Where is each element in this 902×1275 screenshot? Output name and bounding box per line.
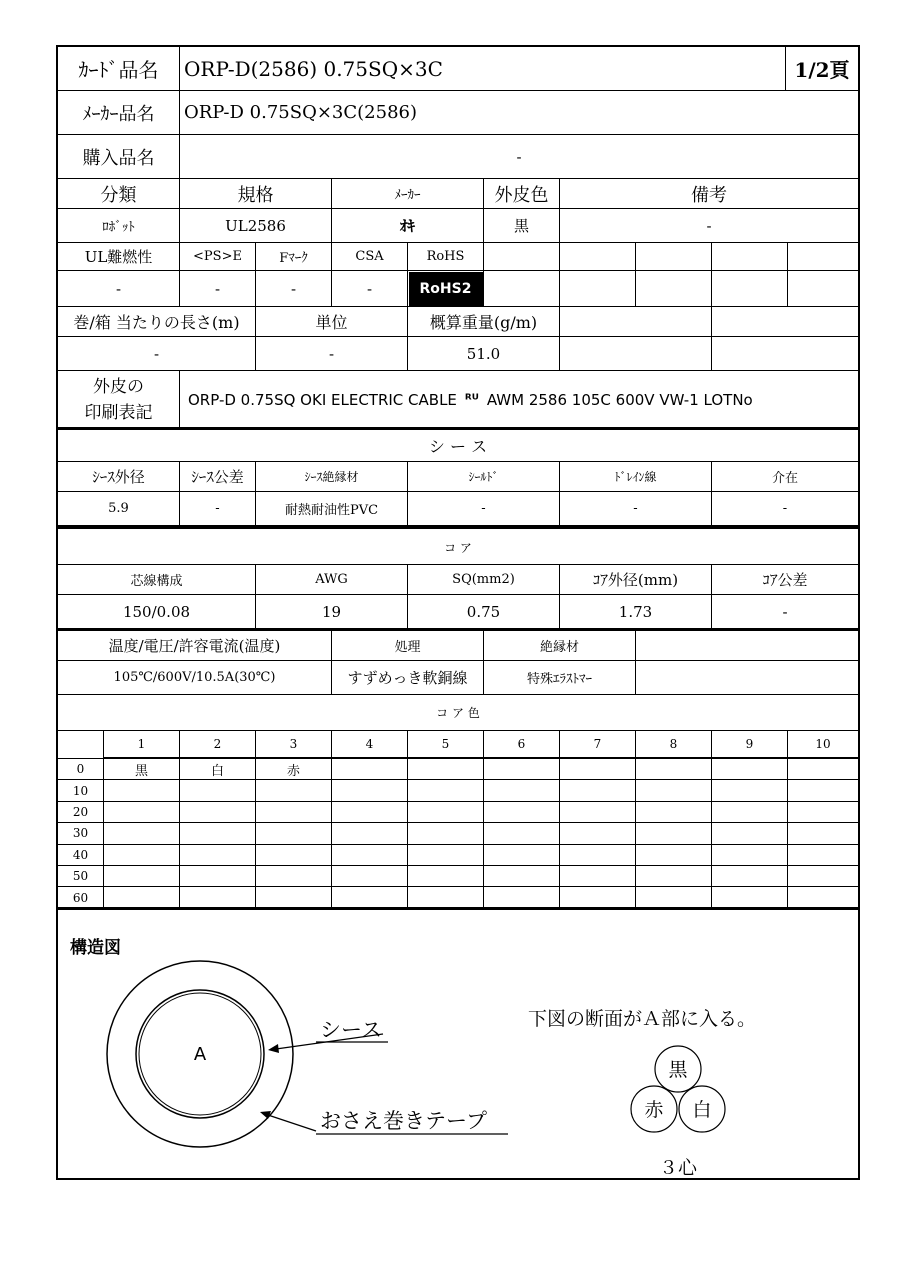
print-label-cell [58, 371, 180, 429]
color-cell [408, 802, 484, 823]
filler-header: 介在 [712, 462, 858, 492]
color-cell [636, 759, 712, 780]
shield-value: - [408, 492, 560, 526]
color-header: 外皮色 [484, 179, 560, 209]
core-tol-value: - [712, 595, 858, 629]
color-cell [636, 780, 712, 801]
maker-name-label: ﾒｰｶｰ品名 [58, 91, 180, 135]
color-row-label: 30 [58, 823, 104, 844]
pse-value: - [180, 271, 256, 307]
color-cell [484, 802, 560, 823]
sheath-od-value: 5.9 [58, 492, 180, 526]
core-count: ３心 [658, 1157, 698, 1179]
length-empty-value-1 [560, 337, 712, 371]
color-col-header: 9 [712, 731, 788, 759]
color-cell [180, 866, 256, 887]
core-od-header: ｺｱ外径(mm) [560, 565, 712, 595]
color-cell [788, 802, 858, 823]
color-row-label: 50 [58, 866, 104, 887]
print-text-after: AWM 2586 105C 600V VW-1 LOTNo [486, 390, 753, 409]
length-value: - [58, 337, 256, 371]
insulation-header: 絶縁材 [484, 631, 636, 661]
sheath-title: シ ー ス [58, 430, 858, 462]
remarks-value: - [560, 209, 858, 243]
drain-header: ﾄﾞﾚｲﾝ線 [560, 462, 712, 492]
unit-header: 単位 [256, 307, 408, 337]
core-label-white: 白 [692, 1099, 712, 1121]
center-label: A [193, 1044, 207, 1065]
print-text-before: ORP-D 0.75SQ OKI ELECTRIC CABLE [188, 390, 457, 409]
standard-header: 規格 [180, 179, 332, 209]
color-cell [712, 802, 788, 823]
color-cell [104, 866, 180, 887]
sheath-tol-header: ｼｰｽ公差 [180, 462, 256, 492]
section-note: 下図の断面がＡ部に入る。 [528, 1008, 757, 1030]
sheath-tol-value: - [180, 492, 256, 526]
cert-empty-value-2 [560, 271, 636, 307]
category-value: ﾛﾎﾞｯﾄ [58, 209, 180, 243]
color-col-header: 10 [788, 731, 858, 759]
color-cell [712, 823, 788, 844]
color-cell [636, 845, 712, 866]
color-cell [256, 887, 332, 908]
color-cell [484, 845, 560, 866]
maker-name-value: ORP-D 0.75SQ×3C(2586) [180, 91, 858, 135]
color-col-header: 5 [408, 731, 484, 759]
length-empty-header-2 [712, 307, 858, 337]
color-cell [788, 780, 858, 801]
rating-header: 温度/電圧/許容電流(温度) [58, 631, 332, 661]
cert-empty-header-5 [788, 243, 858, 271]
treatment-header: 処理 [332, 631, 484, 661]
treatment-value: すずめっき軟銅線 [332, 661, 484, 695]
sq-header: SQ(mm2) [408, 565, 560, 595]
tape-arrow [268, 1115, 316, 1131]
f-mark-header: Fﾏｰｸ [256, 243, 332, 271]
core-empty-value [636, 661, 858, 695]
purchase-name-label: 購入品名 [58, 135, 180, 179]
strand-header: 芯線構成 [58, 565, 256, 595]
card-name-label: ｶｰﾄﾞ品名 [58, 47, 180, 91]
color-row-label: 60 [58, 887, 104, 908]
length-header: 巻/箱 当たりの長さ(m) [58, 307, 256, 337]
ul-flame-value: - [58, 271, 180, 307]
color-cell [180, 845, 256, 866]
color-cell [332, 845, 408, 866]
cert-empty-value-5 [788, 271, 858, 307]
color-cell [256, 780, 332, 801]
maker-header: ﾒｰｶｰ [332, 179, 484, 209]
page-indicator: 1/2頁 [786, 47, 858, 91]
color-cell [180, 802, 256, 823]
color-cell [560, 802, 636, 823]
color-col-header: 1 [104, 731, 180, 759]
rohs-header: RoHS [408, 243, 484, 271]
color-grid-corner [58, 731, 104, 759]
color-cell [712, 780, 788, 801]
cert-empty-header-4 [712, 243, 788, 271]
color-cell [104, 887, 180, 908]
color-cell [332, 802, 408, 823]
color-cell [408, 823, 484, 844]
weight-header: 概算重量(g/m) [408, 307, 560, 337]
color-cell [256, 866, 332, 887]
color-cell [104, 780, 180, 801]
cert-empty-value-4 [712, 271, 788, 307]
color-cell [484, 780, 560, 801]
csa-value: - [332, 271, 408, 307]
color-cell [332, 887, 408, 908]
color-cell [788, 759, 858, 780]
print-label-line2: 印刷表記 [84, 402, 153, 423]
strand-value: 150/0.08 [58, 595, 256, 629]
color-col-header: 7 [560, 731, 636, 759]
color-col-header: 8 [636, 731, 712, 759]
color-cell [408, 845, 484, 866]
color-cell [560, 780, 636, 801]
color-row-label: 20 [58, 802, 104, 823]
color-cell: 赤 [256, 759, 332, 780]
cert-empty-value-3 [636, 271, 712, 307]
color-cell [408, 780, 484, 801]
divider [58, 526, 858, 529]
shield-header: ｼｰﾙﾄﾞ [408, 462, 560, 492]
color-cell [788, 866, 858, 887]
print-marking [180, 371, 858, 429]
color-cell [788, 823, 858, 844]
print-label-line1: 外皮の [93, 376, 144, 397]
color-cell [180, 823, 256, 844]
maker-value: ｵｷ [332, 209, 484, 243]
color-col-header: 3 [256, 731, 332, 759]
color-col-header: 2 [180, 731, 256, 759]
color-cell: 黒 [104, 759, 180, 780]
length-empty-header-1 [560, 307, 712, 337]
sq-value: 0.75 [408, 595, 560, 629]
color-cell [180, 887, 256, 908]
color-cell [560, 823, 636, 844]
card-name-value: ORP-D(2586) 0.75SQ×3C [180, 47, 786, 91]
color-cell [788, 845, 858, 866]
unit-value: - [256, 337, 408, 371]
core-od-value: 1.73 [560, 595, 712, 629]
color-cell [332, 780, 408, 801]
cable-cross-section [58, 909, 858, 1179]
csa-header: CSA [332, 243, 408, 271]
ul-mark-icon: ᴿᵁ [464, 391, 479, 408]
color-cell: 白 [180, 759, 256, 780]
color-cell [636, 866, 712, 887]
cert-empty-header-2 [560, 243, 636, 271]
purchase-name-value: - [180, 135, 858, 179]
color-cell [104, 823, 180, 844]
color-col-header: 6 [484, 731, 560, 759]
color-cell [560, 866, 636, 887]
color-col-header: 4 [332, 731, 408, 759]
core-color-title: コ ア 色 [58, 695, 858, 731]
core-tol-header: ｺｱ公差 [712, 565, 858, 595]
color-cell [484, 887, 560, 908]
tape-label: おさえ巻きテープ [320, 1109, 487, 1133]
color-cell [256, 802, 332, 823]
sheath-od-header: ｼｰｽ外径 [58, 462, 180, 492]
color-cell [636, 887, 712, 908]
color-cell [104, 845, 180, 866]
core-color-grid [58, 731, 858, 909]
cert-empty-header-3 [636, 243, 712, 271]
rating-value: 105℃/600V/10.5A(30℃) [58, 661, 332, 695]
color-cell [332, 759, 408, 780]
color-cell [712, 759, 788, 780]
filler-value: - [712, 492, 858, 526]
color-cell [712, 887, 788, 908]
color-cell [560, 759, 636, 780]
spec-sheet [56, 45, 860, 1180]
color-cell [332, 823, 408, 844]
awg-header: AWG [256, 565, 408, 595]
color-cell [560, 887, 636, 908]
color-cell [332, 866, 408, 887]
rohs2-badge: RoHS2 [409, 272, 483, 306]
core-label-black: 黒 [668, 1059, 688, 1081]
color-value: 黒 [484, 209, 560, 243]
color-cell [408, 866, 484, 887]
pse-header: <PS>E [180, 243, 256, 271]
color-cell [104, 802, 180, 823]
tape-arrow-head [260, 1111, 271, 1119]
cert-empty-value-1 [484, 271, 560, 307]
color-cell [560, 845, 636, 866]
standard-value: UL2586 [180, 209, 332, 243]
drain-value: - [560, 492, 712, 526]
diagram-title: 構造図 [70, 938, 121, 958]
color-cell [484, 759, 560, 780]
rohs-value-cell [408, 271, 484, 307]
awg-value: 19 [256, 595, 408, 629]
core-title: コ ア [58, 530, 858, 565]
sheath-insulation-value: 耐熱耐油性PVC [256, 492, 408, 526]
core-empty-header [636, 631, 858, 661]
insulation-value: 特殊ｴﾗｽﾄﾏｰ [484, 661, 636, 695]
color-cell [788, 887, 858, 908]
color-cell [484, 823, 560, 844]
color-cell [636, 802, 712, 823]
color-cell [636, 823, 712, 844]
category-header: 分類 [58, 179, 180, 209]
color-cell [180, 780, 256, 801]
remarks-header: 備考 [560, 179, 858, 209]
color-cell [408, 759, 484, 780]
sheath-label: シース [320, 1018, 382, 1042]
color-row-label: 10 [58, 780, 104, 801]
color-cell [712, 845, 788, 866]
core-label-red: 赤 [644, 1099, 664, 1121]
f-mark-value: - [256, 271, 332, 307]
color-cell [484, 866, 560, 887]
color-cell [256, 823, 332, 844]
sheath-arrow-head [268, 1044, 279, 1053]
weight-value: 51.0 [408, 337, 560, 371]
color-row-label: 0 [58, 759, 104, 780]
color-cell [256, 845, 332, 866]
sheath-insulation-header: ｼｰｽ絶縁材 [256, 462, 408, 492]
ul-flame-header: UL難燃性 [58, 243, 180, 271]
color-row-label: 40 [58, 845, 104, 866]
cert-empty-header-1 [484, 243, 560, 271]
color-cell [712, 866, 788, 887]
length-empty-value-2 [712, 337, 858, 371]
color-cell [408, 887, 484, 908]
